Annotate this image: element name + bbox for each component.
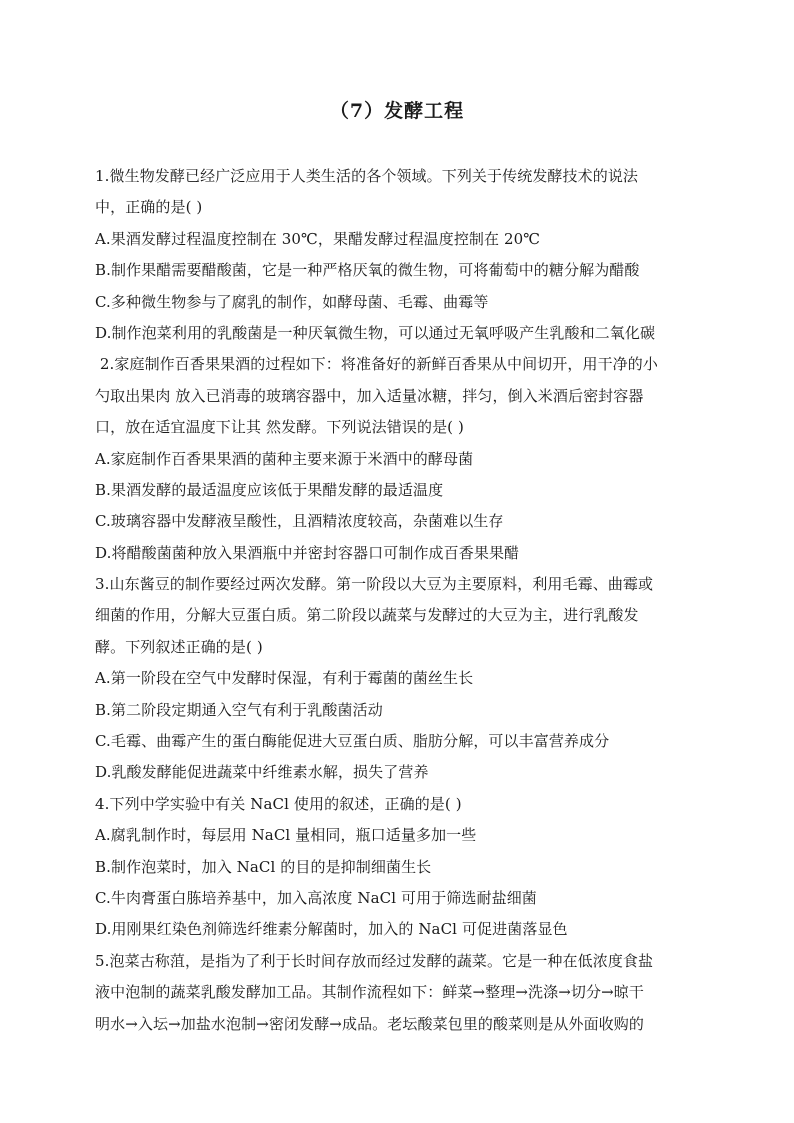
text-line: C.玻璃容器中发酵液呈酸性，且酒精浓度较高，杂菌难以生存 bbox=[95, 512, 504, 531]
text-line: A.腐乳制作时，每层用 NaCl 量相同，瓶口适量多加一些 bbox=[95, 826, 477, 845]
page-title: （7）发酵工程 bbox=[329, 100, 465, 122]
text-line: B.第二阶段定期通入空气有利于乳酸菌活动 bbox=[95, 700, 383, 719]
text-line: 细菌的作用，分解大豆蛋白质。第二阶段以蔬菜与发酵过的大豆为主，进行乳酸发 bbox=[95, 606, 639, 625]
text-line: C.毛霉、曲霉产生的蛋白酶能促进大豆蛋白质、脂肪分解，可以丰富营养成分 bbox=[95, 732, 610, 751]
text-line: 勺取出果肉 放入已消毒的玻璃容器中，加入适量冰糖，拌匀，倒入米酒后密封容器 bbox=[95, 386, 644, 405]
text-line: A.第一阶段在空气中发酵时保湿，有利于霉菌的菌丝生长 bbox=[95, 669, 474, 688]
text-line: B.制作果醋需要醋酸菌，它是一种严格厌氧的微生物，可将葡萄中的糖分解为醋酸 bbox=[95, 261, 640, 280]
text-line: 口，放在适宜温度下让其 然发酵。下列说法错误的是( ) bbox=[95, 418, 464, 437]
text-line: B.制作泡菜时，加入 NaCl 的目的是抑制细菌生长 bbox=[95, 857, 432, 876]
text-line: B.果酒发酵的最适温度应该低于果醋发酵的最适温度 bbox=[95, 480, 444, 499]
text-line: A.家庭制作百香果果酒的菌种主要来源于米酒中的酵母菌 bbox=[95, 449, 474, 468]
text-line: 明水→入坛→加盐水泡制→密闭发酵→成品。老坛酸菜包里的酸菜则是从外面收购的 bbox=[95, 1014, 644, 1033]
text-line: 2.家庭制作百香果果酒的过程如下：将准备好的新鲜百香果从中间切开，用干净的小 bbox=[95, 355, 658, 374]
text-line: 1.微生物发酵已经广泛应用于人类生活的各个领域。下列关于传统发酵技术的说法 bbox=[95, 167, 639, 185]
text-line: D.乳酸发酵能促进蔬菜中纤维素水解，损失了营养 bbox=[95, 763, 429, 782]
text-line: C.多种微生物参与了腐乳的制作，如酵母菌、毛霉、曲霉等 bbox=[95, 292, 489, 311]
text-line: 3.山东酱豆的制作要经过两次发酵。第一阶段以大豆为主要原料，利用毛霉、曲霉或 bbox=[95, 575, 654, 594]
text-line: 5.泡菜古称菹，是指为了利于长时间存放而经过发酵的蔬菜。它是一种在低浓度食盐 bbox=[95, 951, 654, 970]
text-line: D.制作泡菜利用的乳酸菌是一种厌氧微生物，可以通过无氧呼吸产生乳酸和二氧化碳 bbox=[95, 323, 656, 342]
text-line: D.将醋酸菌菌种放入果酒瓶中并密封容器口可制作成百香果果醋 bbox=[95, 543, 520, 562]
text-line: D.用刚果红染色剂筛选纤维素分解菌时，加入的 NaCl 可促进菌落显色 bbox=[95, 920, 568, 939]
text-line: 液中泡制的蔬菜乳酸发酵加工品。其制作流程如下：鲜菜→整理→洗涤→切分→晾干 bbox=[95, 983, 644, 1002]
text-line: C.牛肉膏蛋白胨培养基中，加入高浓度 NaCl 可用于筛选耐盐细菌 bbox=[95, 888, 537, 907]
question-body bbox=[95, 162, 705, 1041]
text-line: A.果酒发酵过程温度控制在 30℃，果醋发酵过程温度控制在 20℃ bbox=[95, 229, 541, 248]
text-line: 酵。下列叙述正确的是( ) bbox=[95, 637, 263, 656]
text-line: 中，正确的是( ) bbox=[95, 198, 203, 217]
text-line: 4.下列中学实验中有关 NaCl 使用的叙述，正确的是( ) bbox=[95, 794, 462, 813]
